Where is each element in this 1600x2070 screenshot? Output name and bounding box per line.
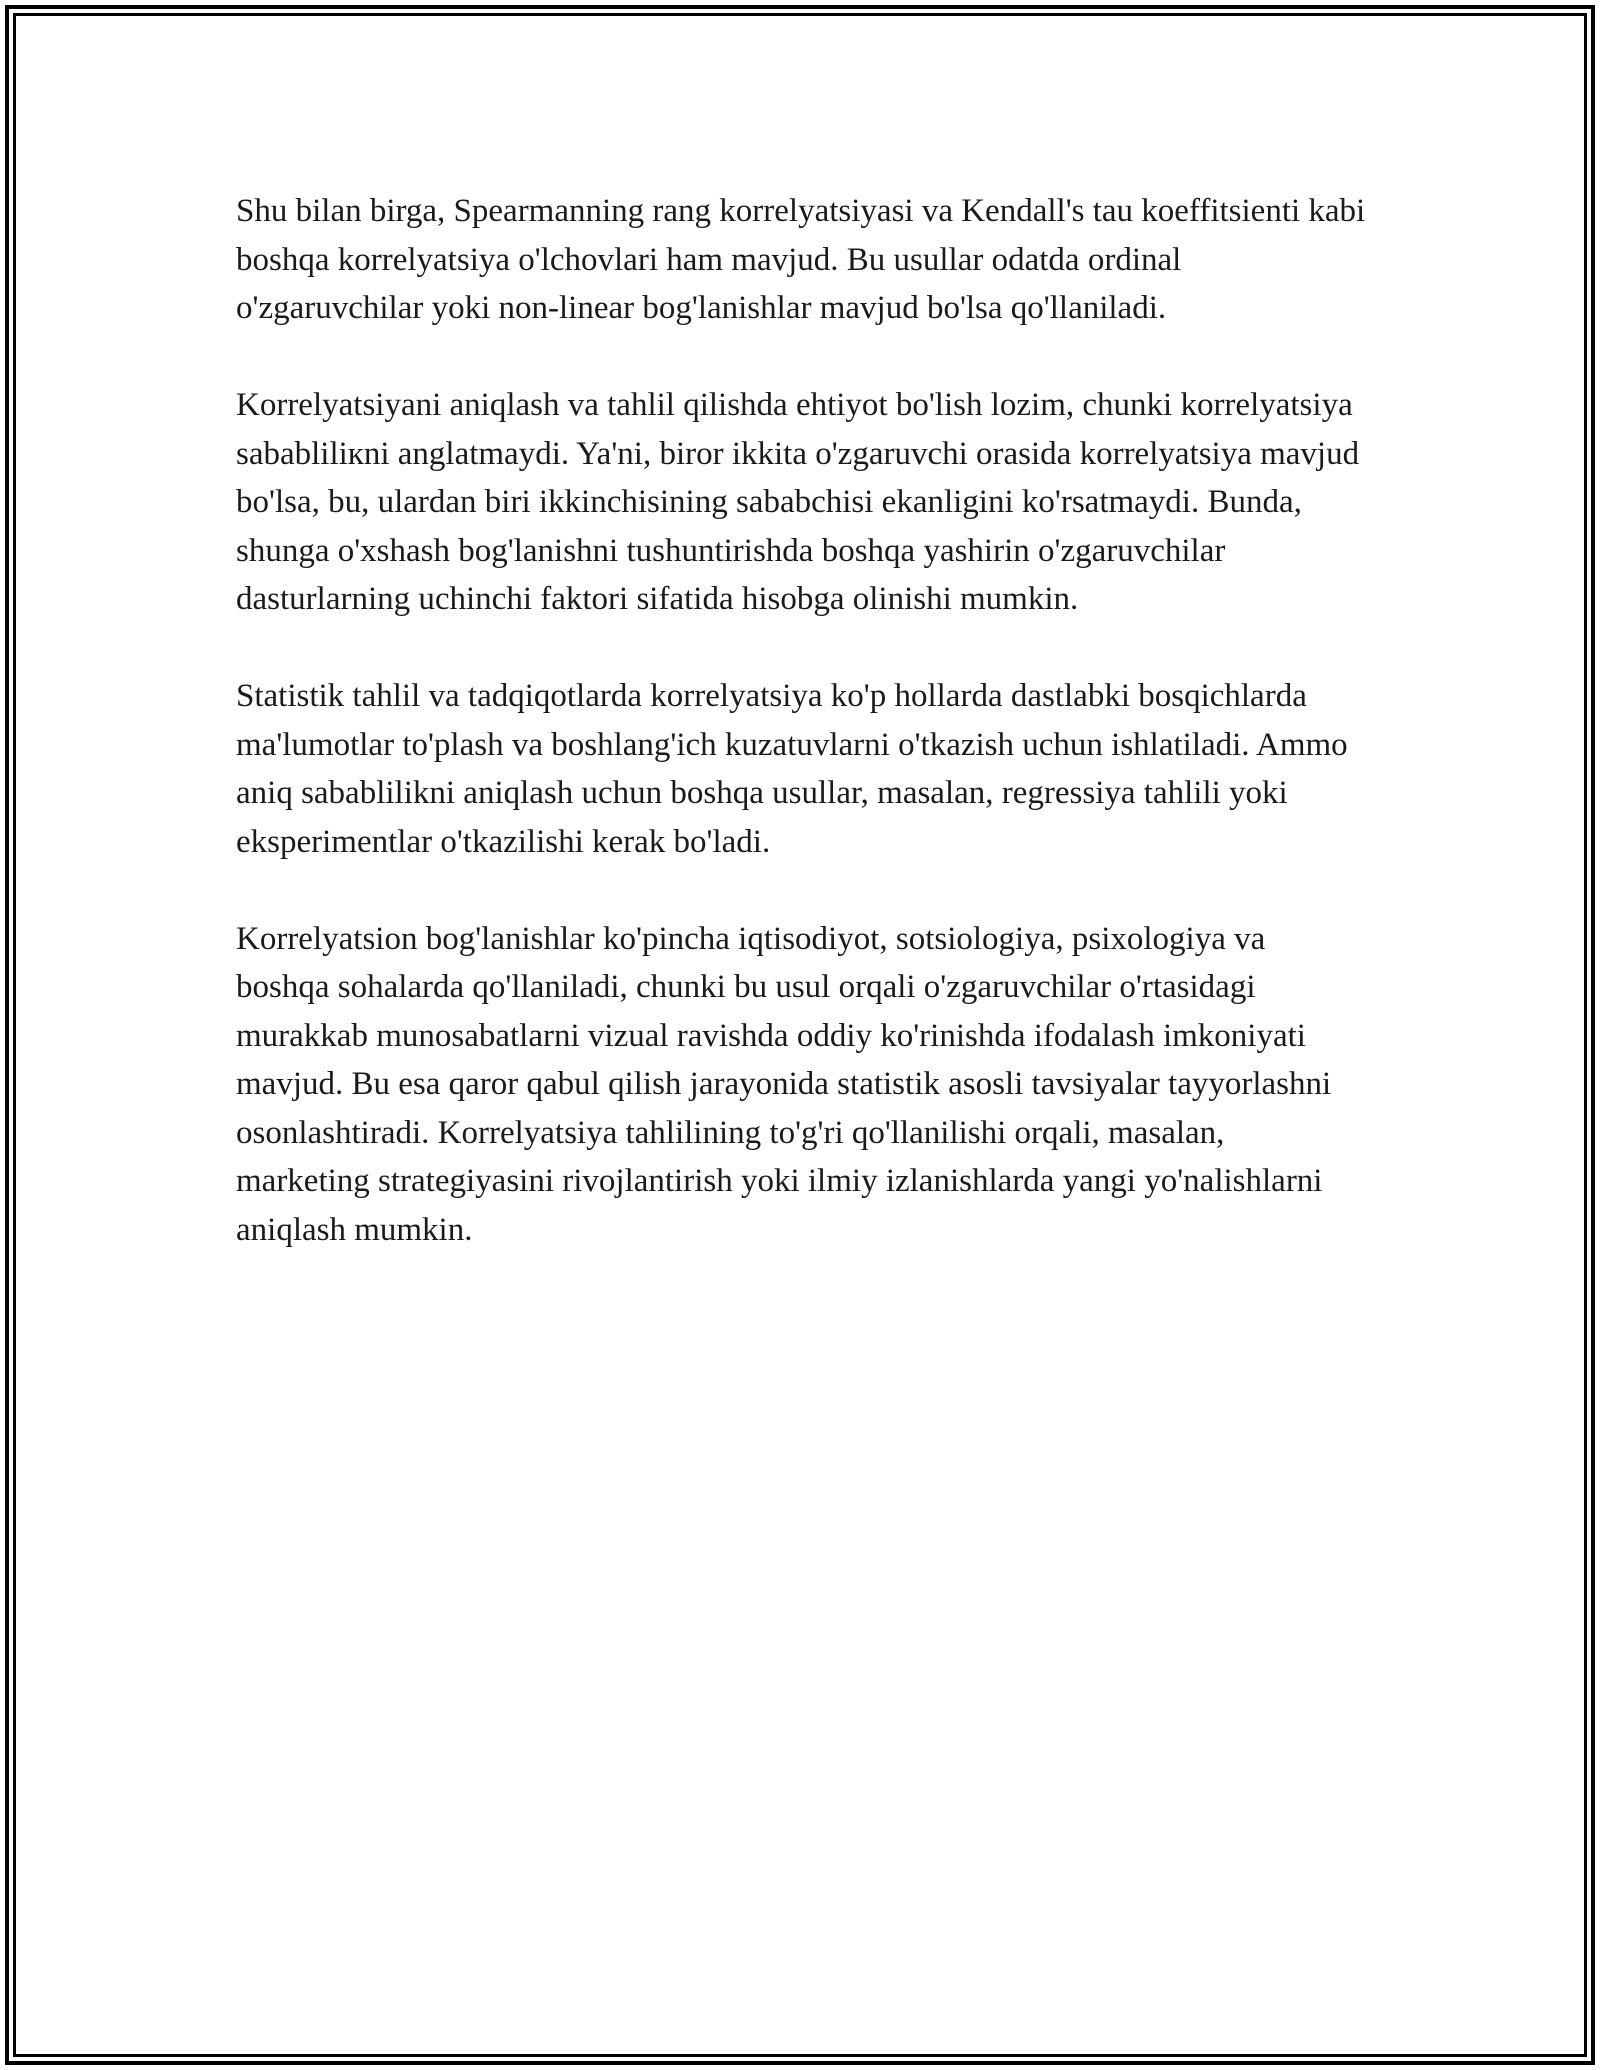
- paragraph-2: Korrelyatsiyani aniqlash va tahlil qilishda ehtiyot bo'lish lozim, chunki korrelyatsiya sababliliкni anglatmaydi. Ya'ni, biror ikkita o'zgaruvchi orasida korrelyatsiya mavjud bo'lsa, bu, ulardan biri ikkinchisining sababchisi ekanligini ko'rsatmaydi. Bunda, shunga o'xshash bog'lanishni tushuntirishda boshqa yashirin o'zgaruvchilar dasturlarning uchinchi faktori sifatida hisobga olinishi mumkin.: [236, 387, 1360, 617]
- paragraph-1: Shu bilan birga, Spearmanning rang korrelyatsiyasi va Kendall's tau koeffitsienti kabi boshqa korrelyatsiya o'lchovlari ham mavjud. Bu usullar odatda ordinal o'zgaruvchilar yoki non-linear bog'lanishlar mavjud bo'lsa qo'llaniladi.: [236, 193, 1366, 326]
- paragraph-4: Korrelyatsion bog'lanishlar ko'pincha iqtisodiyot, sotsiologiya, psixologiya va boshqa sohalarda qo'llaniladi, chunki bu usul orqali o'zgaruvchilar o'rtasidagi murakkab munosabatlarni vizual ravishda oddiy ko'rinishda ifodalash imkoniyati mavjud. Bu esa qaror qabul qilish jarayonida statistik asosli tavsiyalar tayyorlashni osonlashtiradi. Korrelyatsiya tahlilining to'g'ri qo'llanilishi orqali, masalan, marketing strategiyasini rivojlantirish yoki ilmiy izlanishlarda yangi yo'nalishlarni aniqlash mumkin.: [236, 920, 1332, 1248]
- paragraph-3: Statistik tahlil va tadqiqotlarda korrelyatsiya ko'p hollarda dastlabki bosqichlarda ma'lumotlar to'plash va boshlang'ich kuzatuvlarni o'tkazish uchun ishlatiladi. Ammo aniq sabablilikni aniqlash uchun boshqa usullar, masalan, regressiya tahlili yoki eksperimentlar o'tkazilishi kerak bo'ladi.: [236, 678, 1348, 860]
- document-body: [236, 187, 1366, 1254]
